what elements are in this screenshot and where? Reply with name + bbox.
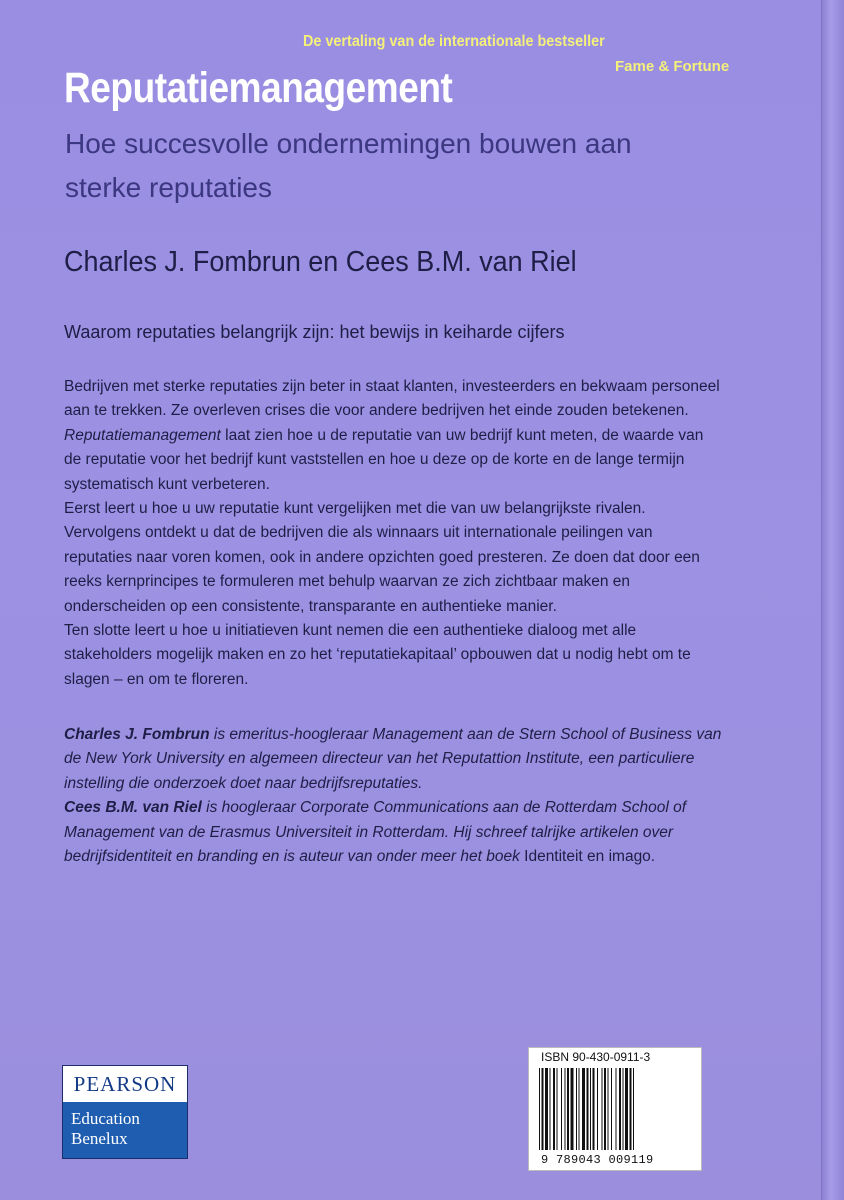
barcode-bar (611, 1068, 612, 1150)
barcode-bar (542, 1068, 544, 1150)
blurb-paragraph-3: Ten slotte leert u hoe u initiatieven kunt nemen die een authentieke dialoog met alle stakeholders mogelijk maken en zo het ‘reputatiekapitaal’ opbouwen dat u nodig hebt om te slagen – en om te floreren. (64, 622, 691, 688)
author-2-text: is hoogleraar Corporate Communications aan de Rotterdam School of Management van de Erasmus Universiteit in Rotterdam. Hij schreef talrijke artikelen over bedrijfsidentiteit en branding en is auteur van onder meer het boek (64, 799, 687, 866)
author-2-book: Identiteit en imago. (524, 848, 656, 866)
barcode-digits: 9 789043 009119 (541, 1153, 654, 1167)
barcode-bar (557, 1068, 558, 1150)
barcode-bar (633, 1068, 634, 1150)
isbn-text: ISBN 90-430-0911-3 (541, 1050, 651, 1064)
barcode-bar (623, 1068, 624, 1150)
author-bio-2 (64, 796, 724, 869)
blurb-p1-start: Bedrijven met sterke reputaties zijn beter in staat klanten, investeerders en bekwaam personeel aan te trekken. Ze overleven crises die voor andere bedrijven het einde zouden betekenen. (64, 378, 720, 420)
blurb-p1-end: laat zien hoe u de reputatie van uw bedrijf kunt meten, de waarde van de reputatie voor het bedrijf kunt vaststellen en hoe u deze op de korte en de lange termijn systematisch kunt verbeteren. (64, 426, 704, 493)
author-1-text: is emeritus-hoogleraar Management aan de Stern School of Business van de New York University en algemeen directeur van het Reputattion Institute, een particuliere instelling die onderzoek doet naar bedrijfsreputaties. (64, 726, 722, 792)
book-spine-edge (821, 0, 844, 1200)
author-bios (64, 723, 724, 869)
barcode-bar (602, 1068, 603, 1150)
barcode-bar (561, 1068, 562, 1150)
barcode-bar (579, 1068, 580, 1150)
barcode-bar (567, 1068, 569, 1150)
book-authors: Charles J. Fombrun en Cees B.M. van Riel (64, 246, 577, 278)
tagline-line-1: De vertaling van de internationale bestseller (303, 33, 605, 50)
barcode-bar (571, 1068, 574, 1150)
barcode-bar (604, 1068, 606, 1150)
publisher-name: PEARSON (63, 1066, 187, 1102)
barcode-bar (553, 1068, 555, 1150)
author-bio-1 (64, 723, 724, 796)
barcode-bar (608, 1068, 609, 1150)
barcode-bar (597, 1068, 598, 1150)
blurb (64, 375, 724, 692)
barcode-bar (545, 1068, 548, 1150)
barcode-bars (537, 1068, 693, 1152)
author-2-name: Cees B.M. van Riel (64, 799, 202, 817)
author-1-name: Charles J. Fombrun (64, 726, 210, 743)
barcode-bar (590, 1068, 591, 1150)
blurb-paragraph-2: Eerst leert u hoe u uw reputatie kunt vergelijken met die van uw belangrijkste rivalen. Vervolgens ontdekt u dat de bedrijven die als winnaars uit internationale peilingen van reputaties naar voren komen, ook in andere opzichten goed presteren. Ze doen dat door een reeks kernprincipes te formuleren met behulp waarvan ze zich zichtbaar maken en onderscheiden op een consistente, transparante en authentieke manier. (64, 500, 700, 615)
barcode-bar (587, 1068, 589, 1150)
blurb-paragraph-1 (64, 375, 724, 497)
publisher-imprint (63, 1102, 187, 1158)
barcode-bar (619, 1068, 621, 1150)
publisher-logo (62, 1065, 188, 1159)
barcode-bar (593, 1068, 595, 1150)
barcode-bar (616, 1068, 617, 1150)
book-title: Reputatiemanagement (64, 64, 453, 112)
imprint-line-1: Education (71, 1109, 140, 1128)
barcode-bar (539, 1068, 540, 1150)
book-subtitle: Hoe succesvolle ondernemingen bouwen aan sterke reputaties (65, 128, 632, 203)
barcode-bar (625, 1068, 628, 1150)
barcode-bar (582, 1068, 585, 1150)
barcode-bar (630, 1068, 632, 1150)
barcode-bar (565, 1068, 566, 1150)
tagline-line-2: Fame & Fortune (615, 58, 730, 75)
lead-line: Waarom reputaties belangrijk zijn: het bewijs in keiharde cijfers (64, 322, 565, 342)
blurb-p1-title: Reputatiemanagement (64, 426, 221, 444)
barcode-label (528, 1047, 702, 1171)
barcode-bar (550, 1068, 551, 1150)
barcode-bar (576, 1068, 577, 1150)
imprint-line-2: Benelux (71, 1129, 128, 1148)
